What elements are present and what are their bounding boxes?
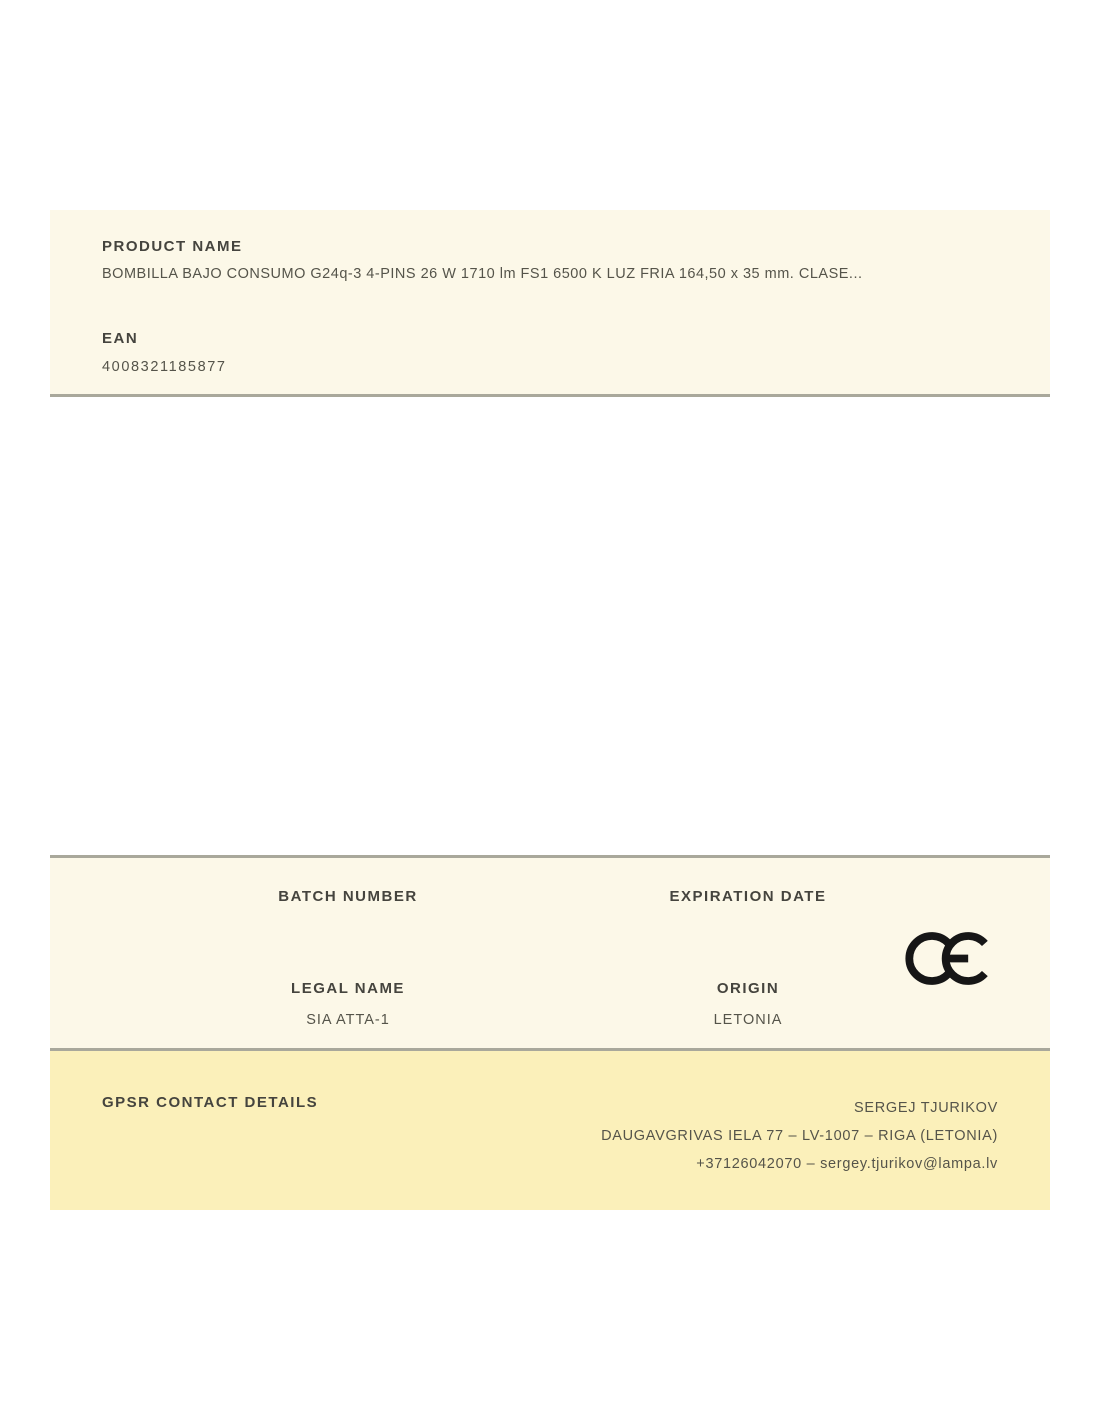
origin-field: [548, 980, 948, 1029]
origin-label: ORIGIN: [716, 980, 780, 997]
gpsr-contact-label: GPSR CONTACT DETAILS: [102, 1094, 319, 1111]
ean-value: 4008321185877: [102, 359, 227, 375]
product-info-card: [50, 210, 1050, 397]
contact-address: DAUGAVGRIVAS IELA 77 – LV-1007 – RIGA (LETONIA): [601, 1128, 998, 1144]
legal-name-value: SIA ATTA-1: [306, 1012, 390, 1028]
expiration-date-label: EXPIRATION DATE: [669, 888, 827, 905]
legal-name-label: LEGAL NAME: [291, 980, 405, 997]
contact-phone-email: +37126042070 – sergey.tjurikov@lampa.lv: [696, 1156, 998, 1172]
batch-number-label: BATCH NUMBER: [278, 888, 418, 905]
origin-value: LETONIA: [713, 1012, 783, 1028]
product-name-value: BOMBILLA BAJO CONSUMO G24q-3 4-PINS 26 W 1710 lm FS1 6500 K LUZ FRIA 164,50 x 35 mm. CLASE...: [102, 266, 863, 282]
batch-expiration-row: [148, 888, 948, 906]
batch-origin-card: [50, 855, 1050, 1051]
legal-name-field: [148, 980, 548, 1029]
batch-number-field: [148, 888, 548, 906]
gpsr-contact-block: [601, 1094, 998, 1178]
product-name-label: PRODUCT NAME: [102, 238, 243, 255]
ean-field: [102, 330, 998, 376]
gpsr-contact-card: [50, 1051, 1050, 1210]
legal-origin-row: [148, 980, 948, 1029]
ean-label: EAN: [102, 330, 139, 347]
ce-mark-icon: [905, 928, 995, 989]
expiration-date-field: [548, 888, 948, 906]
product-name-field: [102, 238, 998, 283]
contact-name: SERGEJ TJURIKOV: [854, 1100, 998, 1116]
